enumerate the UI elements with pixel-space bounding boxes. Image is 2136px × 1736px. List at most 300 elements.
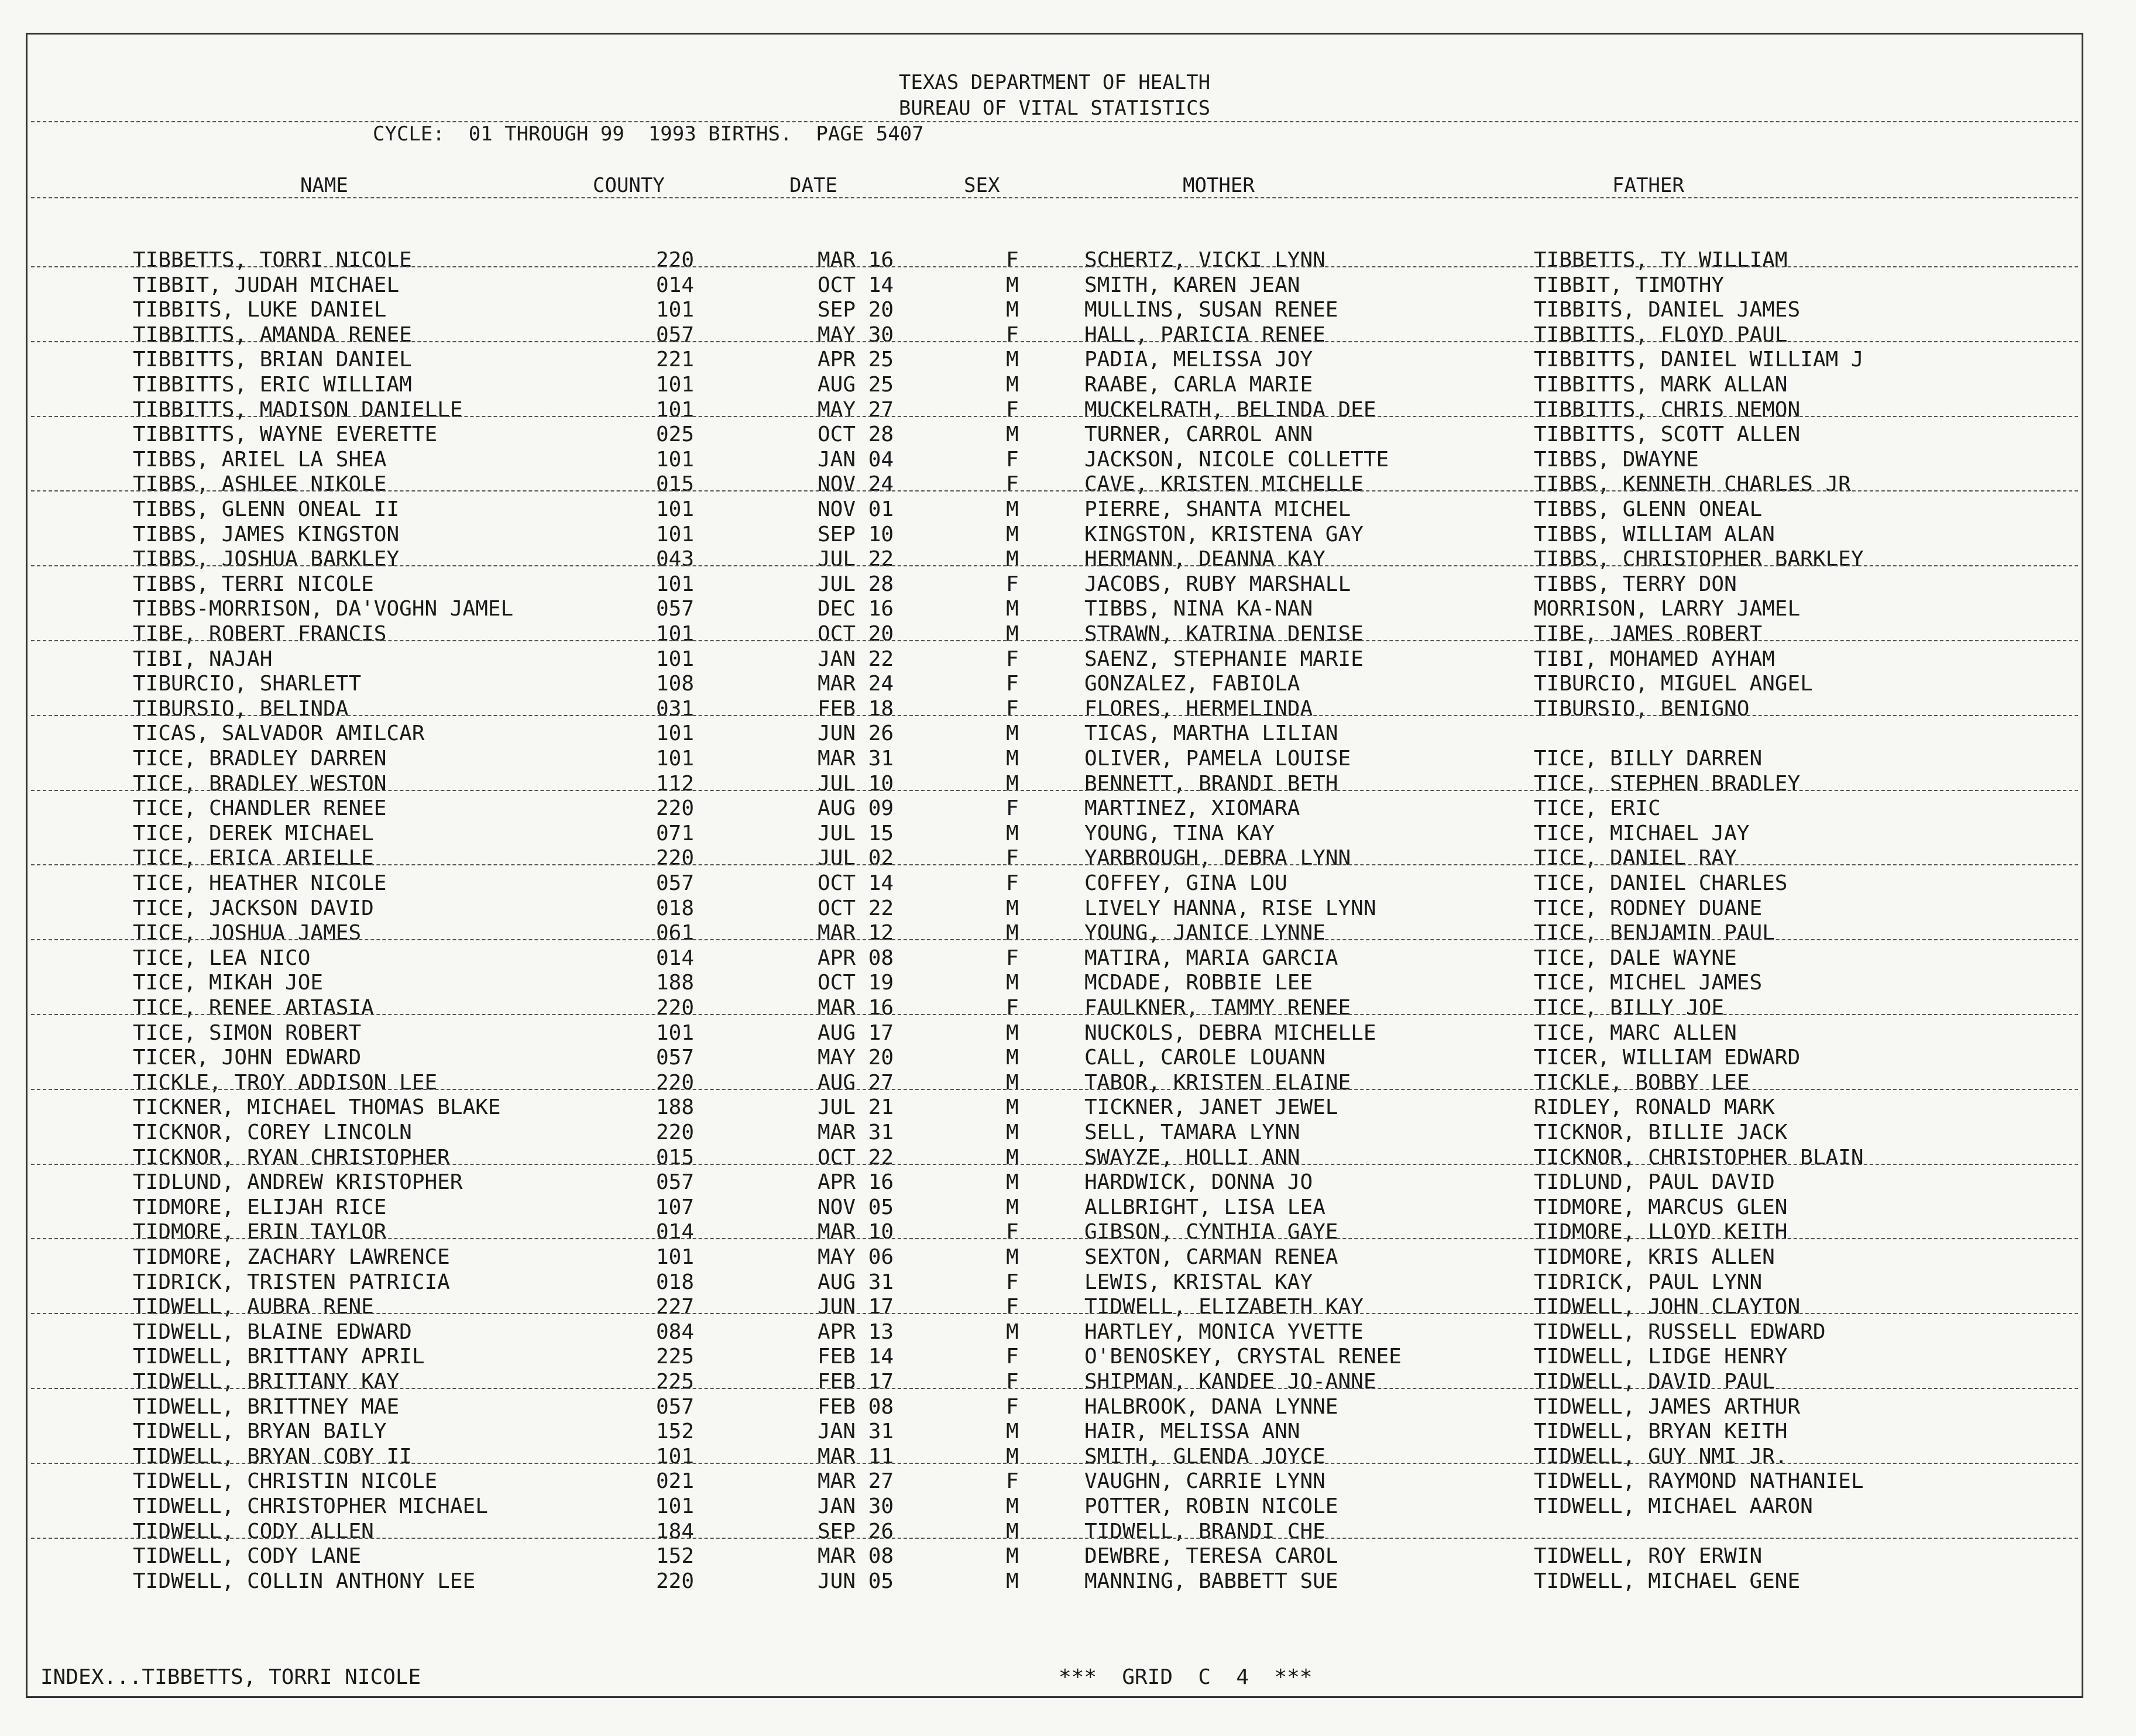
row-rule [31,1089,2078,1090]
cell-sex: F [1006,672,1019,696]
cell-mother: LIVELY HANNA, RISE LYNN [1084,896,1376,920]
cell-sex: F [1006,1270,1019,1294]
cell-sex: F [1006,846,1019,871]
cell-county: 220 [656,1070,695,1095]
cell-sex: F [1006,1220,1019,1245]
cell-father: TIDWELL, GUY NMI JR. [1534,1444,1788,1469]
cell-sex: M [1006,1195,1019,1219]
table-row [28,746,2082,771]
cell-date: JUN 17 [818,1295,894,1319]
cell-name: TIBBITTS, AMANDA RENEE [133,322,412,347]
cell-county: 184 [656,1519,695,1544]
cell-county: 108 [656,672,695,696]
cell-sex: F [1006,647,1019,671]
table-row [28,1294,2082,1319]
cell-date: OCT 22 [818,1145,894,1170]
cell-date: JUN 05 [818,1569,894,1593]
table-row [28,1270,2082,1295]
cell-date: MAY 06 [818,1245,894,1269]
row-rule [31,416,2078,417]
cell-county: 031 [656,696,695,721]
cell-sex: M [1006,622,1019,646]
cell-father: TIDWELL, LIDGE HENRY [1534,1345,1788,1369]
cell-sex: F [1006,1469,1019,1494]
cell-name: TICE, HEATHER NICOLE [133,871,387,895]
row-rule [31,715,2078,716]
cell-sex: F [1006,248,1019,272]
table-row [28,1369,2082,1394]
cell-father: TIDWELL, RAYMOND NATHANIEL [1534,1469,1864,1494]
cell-father: TIDWELL, JAMES ARTHUR [1534,1394,1801,1419]
cell-father: TIBBITTS, FLOYD PAUL [1534,322,1788,347]
cell-father: TIBBETTS, TY WILLIAM [1534,248,1788,272]
cell-name: TICE, RENEE ARTASIA [133,996,374,1020]
cell-date: MAR 11 [818,1444,894,1469]
row-rule [31,1164,2078,1165]
cell-date: JUL 15 [818,821,894,845]
cell-father: TIBBITTS, CHRIS NEMON [1534,397,1801,422]
row-rule [31,1014,2078,1015]
cell-name: TIDWELL, BLAINE EDWARD [133,1319,412,1344]
cell-date: OCT 14 [818,273,894,297]
cell-county: 101 [656,373,695,397]
cell-name: TIBBIT, JUDAH MICHAEL [133,273,400,297]
cell-date: MAR 16 [818,248,894,272]
cell-sex: M [1006,1569,1019,1593]
cell-date: JAN 22 [818,647,894,671]
row-rule [31,490,2078,491]
table-row [28,896,2082,921]
cell-father: TICE, DANIEL RAY [1534,846,1737,871]
cell-mother: OLIVER, PAMELA LOUISE [1084,747,1351,771]
cell-mother: BENNETT, BRANDI BETH [1084,771,1338,796]
cell-sex: M [1006,1494,1019,1518]
column-header-father: FATHER [1612,174,1684,197]
cell-name: TICE, BRADLEY WESTON [133,771,387,796]
cell-father: TIDWELL, MICHAEL GENE [1534,1569,1801,1593]
cell-father: TIBBITTS, DANIEL WILLIAM J [1534,348,1864,372]
cell-sex: F [1006,946,1019,970]
cell-sex: F [1006,1370,1019,1394]
cell-mother: GONZALEZ, FABIOLA [1084,672,1300,696]
cell-name: TIDRICK, TRISTEN PATRICIA [133,1270,450,1294]
cell-mother: NUCKOLS, DEBRA MICHELLE [1084,1020,1376,1045]
cell-father: TICER, WILLIAM EDWARD [1534,1046,1801,1070]
cell-date: MAR 27 [818,1469,894,1494]
cell-name: TIDLUND, ANDREW KRISTOPHER [133,1170,463,1195]
cell-county: 101 [656,572,695,596]
cell-sex: M [1006,896,1019,920]
cell-date: JUL 22 [818,547,894,572]
cell-county: 014 [656,273,695,297]
row-rule [31,640,2078,641]
cell-date: NOV 05 [818,1195,894,1219]
cell-name: TIBURSIO, BELINDA [133,696,349,721]
cell-county: 061 [656,921,695,946]
cell-mother: ALLBRIGHT, LISA LEA [1084,1195,1325,1219]
cell-mother: MUCKELRATH, BELINDA DEE [1084,397,1376,422]
table-row [28,1394,2082,1419]
cell-county: 025 [656,422,695,447]
table-row [28,1170,2082,1195]
cell-name: TIDWELL, BRITTANY APRIL [133,1345,425,1369]
cell-father: TIBURCIO, MIGUEL ANGEL [1534,672,1813,696]
cell-date: JAN 30 [818,1494,894,1518]
cell-name: TIBBITS, LUKE DANIEL [133,298,387,322]
cell-county: 101 [656,522,695,546]
cell-name: TICKLE, TROY ADDISON LEE [133,1070,438,1095]
cell-father: TIDMORE, LLOYD KEITH [1534,1220,1788,1245]
table-row [28,347,2082,372]
cell-mother: FAULKNER, TAMMY RENEE [1084,996,1351,1020]
cell-date: NOV 01 [818,497,894,521]
cell-county: 220 [656,846,695,871]
cell-county: 220 [656,1569,695,1593]
cell-mother: VAUGHN, CARRIE LYNN [1084,1469,1325,1494]
cell-name: TIBBS-MORRISON, DA'VOGHN JAMEL [133,597,514,621]
cell-father: TIDWELL, MICHAEL AARON [1534,1494,1813,1518]
cell-county: 152 [656,1419,695,1444]
table-row [28,871,2082,896]
cell-name: TIDWELL, AUBRA RENE [133,1295,374,1319]
cell-mother: SMITH, KAREN JEAN [1084,273,1300,297]
cell-county: 101 [656,497,695,521]
cell-name: TIBBITTS, MADISON DANIELLE [133,397,463,422]
cell-sex: F [1006,796,1019,821]
cell-father: TICE, BILLY DARREN [1534,747,1763,771]
bureau-title: BUREAU OF VITAL STATISTICS [898,97,1211,120]
cell-father: TIBBITS, DANIEL JAMES [1534,298,1801,322]
cell-father: TIBBS, KENNETH CHARLES JR [1534,472,1851,497]
cell-date: FEB 08 [818,1394,894,1419]
cell-sex: M [1006,1519,1019,1544]
cell-mother: MANNING, BABBETT SUE [1084,1569,1338,1593]
cell-date: FEB 17 [818,1370,894,1394]
table-row [28,1095,2082,1120]
cell-date: FEB 18 [818,696,894,721]
cell-father: TIBBITTS, SCOTT ALLEN [1534,422,1801,447]
cell-father: TIDWELL, ROY ERWIN [1534,1544,1763,1569]
cell-county: 101 [656,1020,695,1045]
cell-mother: TABOR, KRISTEN ELAINE [1084,1070,1351,1095]
cell-sex: M [1006,921,1019,946]
cell-date: SEP 26 [818,1519,894,1544]
cell-date: JUL 02 [818,846,894,871]
table-row [28,322,2082,348]
cell-date: SEP 20 [818,298,894,322]
cell-father: TICE, BILLY JOE [1534,996,1725,1020]
row-rule [31,1463,2078,1464]
cell-name: TIBURCIO, SHARLETT [133,672,362,696]
cell-father: TIDWELL, DAVID PAUL [1534,1370,1775,1394]
cell-father: TIDMORE, MARCUS GLEN [1534,1195,1788,1219]
cell-name: TIBBITTS, BRIAN DANIEL [133,348,412,372]
cell-name: TIBI, NAJAH [133,647,273,671]
cell-county: 057 [656,322,695,347]
cell-name: TIBBS, ASHLEE NIKOLE [133,472,387,497]
cell-sex: F [1006,572,1019,596]
cell-father: TICE, MICHEL JAMES [1534,971,1763,995]
cell-name: TIDMORE, ERIN TAYLOR [133,1220,387,1245]
cell-mother: KINGSTON, KRISTENA GAY [1084,522,1364,546]
cell-father: TIBBS, CHRISTOPHER BARKLEY [1534,547,1864,572]
cell-father: TIBURSIO, BENIGNO [1534,696,1750,721]
cell-name: TICE, JACKSON DAVID [133,896,374,920]
cell-county: 101 [656,298,695,322]
cell-name: TIBBS, GLENN ONEAL II [133,497,400,521]
table-row [28,621,2082,647]
cell-county: 220 [656,248,695,272]
report-frame [26,33,2083,1698]
column-header-sex: SEX [964,174,1000,197]
cell-county: 220 [656,996,695,1020]
cell-mother: O'BENOSKEY, CRYSTAL RENEE [1084,1345,1402,1369]
cell-mother: SHIPMAN, KANDEE JO-ANNE [1084,1370,1376,1394]
table-row [28,1319,2082,1345]
table-row [28,1519,2082,1544]
cell-date: MAR 08 [818,1544,894,1569]
row-rule [31,1388,2078,1389]
table-row [28,995,2082,1020]
cell-sex: M [1006,1120,1019,1144]
cell-sex: M [1006,1095,1019,1120]
table-row [28,447,2082,472]
cell-date: NOV 24 [818,472,894,497]
column-header-date: DATE [789,174,837,197]
column-header-name: NAME [300,174,348,197]
table-row [28,1544,2082,1569]
cell-sex: M [1006,1319,1019,1344]
cell-father: TIBBS, GLENN ONEAL [1534,497,1763,521]
cell-county: 101 [656,721,695,746]
cell-date: MAR 31 [818,747,894,771]
cell-county: 221 [656,348,695,372]
cell-county: 220 [656,1120,695,1144]
table-row [28,1569,2082,1594]
cell-date: MAR 24 [818,672,894,696]
cell-date: OCT 14 [818,871,894,895]
table-row [28,1344,2082,1369]
cell-county: 188 [656,1095,695,1120]
cell-father: TICE, STEPHEN BRADLEY [1534,771,1801,796]
column-header-rule [31,197,2078,198]
cell-name: TICE, LEA NICO [133,946,311,970]
table-row [28,1469,2082,1494]
cell-county: 101 [656,1494,695,1518]
cell-date: JAN 04 [818,447,894,472]
cell-father: TIDLUND, PAUL DAVID [1534,1170,1775,1195]
cell-mother: SWAYZE, HOLLI ANN [1084,1145,1300,1170]
cell-sex: M [1006,1544,1019,1569]
cell-father: TICE, ERIC [1534,796,1661,821]
column-header-mother: MOTHER [1183,174,1255,197]
table-row [28,821,2082,846]
cell-mother: GIBSON, CYNTHIA GAYE [1084,1220,1338,1245]
cell-date: AUG 31 [818,1270,894,1294]
cell-father: TICE, MARC ALLEN [1534,1020,1737,1045]
cell-name: TIDWELL, CODY ALLEN [133,1519,374,1544]
cell-name: TIDWELL, CHRISTOPHER MICHAEL [133,1494,488,1518]
cell-sex: F [1006,996,1019,1020]
cell-name: TIBBETTS, TORRI NICOLE [133,248,412,272]
table-row [28,372,2082,397]
table-row [28,1494,2082,1519]
cell-mother: SMITH, GLENDA JOYCE [1084,1444,1325,1469]
row-rule [31,864,2078,865]
cell-name: TIDMORE, ELIJAH RICE [133,1195,387,1219]
cell-sex: M [1006,1170,1019,1195]
cell-name: TICE, CHANDLER RENEE [133,796,387,821]
row-rule [31,266,2078,267]
cell-father: RIDLEY, RONALD MARK [1534,1095,1775,1120]
cell-mother: COFFEY, GINA LOU [1084,871,1287,895]
cell-county: 101 [656,1245,695,1269]
grid-label: *** GRID C 4 *** [1059,1665,1313,1689]
cell-father: TICKLE, BOBBY LEE [1534,1070,1750,1095]
cell-county: 084 [656,1319,695,1344]
table-row [28,771,2082,796]
cell-date: JUL 21 [818,1095,894,1120]
cell-county: 018 [656,896,695,920]
cell-father: TICKNOR, CHRISTOPHER BLAIN [1534,1145,1864,1170]
cell-name: TIBBITTS, WAYNE EVERETTE [133,422,438,447]
cell-county: 015 [656,472,695,497]
table-row [28,1070,2082,1095]
cell-name: TIDWELL, CHRISTIN NICOLE [133,1469,438,1494]
cell-date: AUG 25 [818,373,894,397]
cell-county: 188 [656,971,695,995]
cell-father: TICE, DALE WAYNE [1534,946,1737,970]
row-rule [31,1538,2078,1539]
cell-mother: HAIR, MELISSA ANN [1084,1419,1300,1444]
cell-mother: TURNER, CARROL ANN [1084,422,1313,447]
cell-date: MAR 16 [818,996,894,1020]
cell-name: TICKNOR, RYAN CHRISTOPHER [133,1145,450,1170]
cell-date: JUL 10 [818,771,894,796]
cell-mother: YOUNG, TINA KAY [1084,821,1275,845]
cell-county: 101 [656,647,695,671]
cell-mother: HALL, PARICIA RENEE [1084,322,1325,347]
cell-county: 043 [656,547,695,572]
cell-mother: DEWBRE, TERESA CAROL [1084,1544,1338,1569]
table-row [28,721,2082,746]
cell-name: TIBBS, ARIEL LA SHEA [133,447,387,472]
cell-name: TICE, MIKAH JOE [133,971,324,995]
cell-mother: JACOBS, RUBY MARSHALL [1084,572,1351,596]
table-row [28,845,2082,871]
cell-name: TICER, JOHN EDWARD [133,1046,362,1070]
cell-date: APR 25 [818,348,894,372]
cell-sex: M [1006,1444,1019,1469]
table-row [28,247,2082,273]
cell-sex: M [1006,771,1019,796]
cell-mother: PIERRE, SHANTA MICHEL [1084,497,1351,521]
cell-father: TICE, DANIEL CHARLES [1534,871,1788,895]
table-row [28,946,2082,971]
cell-date: MAR 31 [818,1120,894,1144]
cell-father: TIDMORE, KRIS ALLEN [1534,1245,1775,1269]
cell-mother: STRAWN, KATRINA DENISE [1084,622,1364,646]
cell-father: TIBBS, TERRY DON [1534,572,1737,596]
cell-county: 057 [656,1046,695,1070]
cell-sex: F [1006,447,1019,472]
cell-sex: M [1006,298,1019,322]
cell-county: 225 [656,1345,695,1369]
cell-mother: PADIA, MELISSA JOY [1084,348,1313,372]
cell-name: TIBBS, TERRI NICOLE [133,572,374,596]
cell-date: FEB 14 [818,1345,894,1369]
cell-mother: POTTER, ROBIN NICOLE [1084,1494,1338,1518]
cell-county: 018 [656,1270,695,1294]
table-row [28,1195,2082,1220]
cell-name: TIBBS, JOSHUA BARKLEY [133,547,400,572]
cell-name: TIDWELL, COLLIN ANTHONY LEE [133,1569,476,1593]
cell-mother: TICAS, MARTHA LILIAN [1084,721,1338,746]
cell-sex: F [1006,322,1019,347]
cell-father: TICE, RODNEY DUANE [1534,896,1763,920]
cell-father: TIBE, JAMES ROBERT [1534,622,1763,646]
column-header-county: COUNTY [593,174,665,197]
cell-date: JUL 28 [818,572,894,596]
table-row [28,1020,2082,1046]
cell-mother: TIBBS, NINA KA-NAN [1084,597,1313,621]
table-row [28,647,2082,672]
table-row [28,596,2082,621]
table-row [28,671,2082,696]
cell-sex: M [1006,597,1019,621]
department-title: TEXAS DEPARTMENT OF HEALTH [898,71,1211,94]
cell-sex: M [1006,273,1019,297]
cell-sex: F [1006,472,1019,497]
cell-sex: M [1006,422,1019,447]
cell-mother: YOUNG, JANICE LYNNE [1084,921,1325,946]
cell-date: AUG 09 [818,796,894,821]
cell-sex: M [1006,373,1019,397]
cell-father: MORRISON, LARRY JAMEL [1534,597,1801,621]
cell-mother: HALBROOK, DANA LYNNE [1084,1394,1338,1419]
table-row [28,920,2082,946]
row-rule [31,341,2078,342]
cell-county: 101 [656,622,695,646]
cell-name: TICE, DEREK MICHAEL [133,821,374,845]
cell-name: TIDWELL, CODY LANE [133,1544,362,1569]
row-rule [31,1313,2078,1314]
cell-father: TIBBITTS, MARK ALLAN [1534,373,1788,397]
cell-date: SEP 10 [818,522,894,546]
table-row [28,522,2082,547]
cell-sex: F [1006,1345,1019,1369]
table-row [28,572,2082,597]
table-row [28,273,2082,298]
table-row [28,422,2082,447]
cell-mother: CAVE, KRISTEN MICHELLE [1084,472,1364,497]
cell-name: TIDWELL, BRYAN BAILY [133,1419,387,1444]
cell-mother: SCHERTZ, VICKI LYNN [1084,248,1325,272]
cell-date: AUG 27 [818,1070,894,1095]
row-rule [31,565,2078,566]
table-row [28,1245,2082,1270]
cell-name: TICE, ERICA ARIELLE [133,846,374,871]
table-row [28,1219,2082,1245]
cell-name: TIDWELL, BRITTNEY MAE [133,1394,400,1419]
cell-date: JAN 31 [818,1419,894,1444]
table-row [28,1419,2082,1444]
cell-sex: M [1006,821,1019,845]
table-row [28,297,2082,322]
cell-name: TIDWELL, BRITTANY KAY [133,1370,400,1394]
cell-mother: SELL, TAMARA LYNN [1084,1120,1300,1144]
cell-date: OCT 20 [818,622,894,646]
